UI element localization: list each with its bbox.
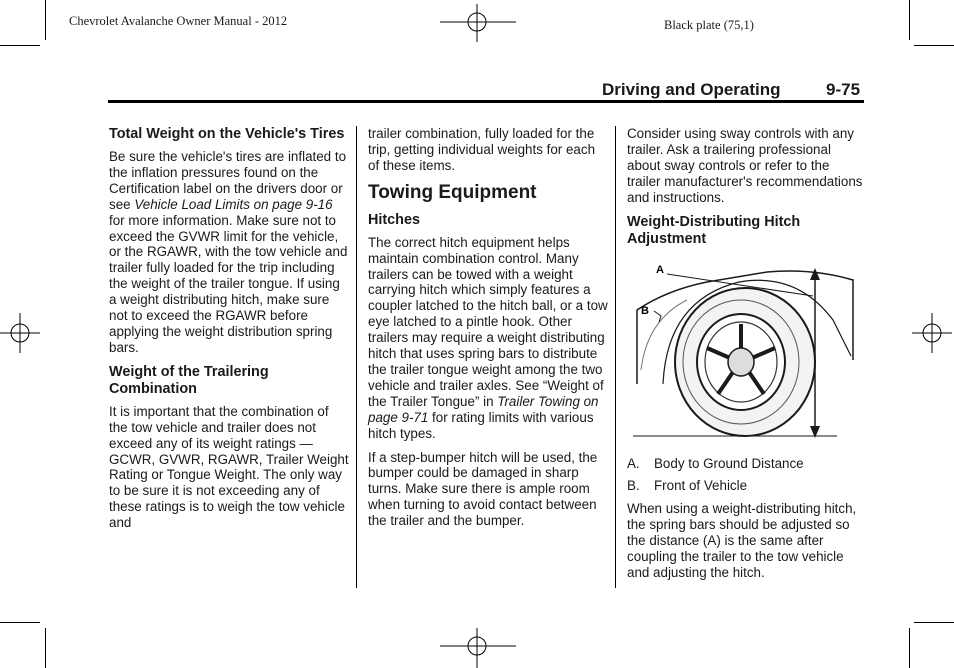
crop-mark <box>0 45 40 46</box>
heading-hitch-adjustment: Weight-Distributing Hitch Adjustment <box>627 213 801 247</box>
figure-label-b: B <box>641 304 649 317</box>
text: for more information. Make sure not to exceed the GVWR limit for the vehicle, or the RGAWR, with the tow vehicle and trailer fully loaded for the trip including the weight of the trailer tongue. If using a weight distributing hitch, make sure not to exceed the RGAWR before applying the weight distribution spring bars. <box>109 212 348 355</box>
registration-mark-left <box>0 313 40 353</box>
manual-title: Chevrolet Avalanche Owner Manual - 2012 <box>69 14 288 28</box>
crop-mark <box>0 622 40 623</box>
paragraph <box>109 149 349 356</box>
cross-reference-link[interactable]: Trailer Towing on page 9-71 <box>368 393 599 425</box>
paragraph: Consider using sway controls with any trailer. Ask a trailering professional about sway controls or refer to the trailer manufacturer's recommendations and instructions. <box>627 126 863 205</box>
hub <box>728 348 754 376</box>
section-title: Driving and Operating <box>602 80 781 99</box>
page-number: 9-75 <box>826 80 861 99</box>
heading-hitches: Hitches <box>368 211 420 228</box>
paragraph: It is important that the combination of the tow vehicle and trailer does not exceed any of its weight ratings — GCWR, GVWR, RGAWR, Trailer Weight Rating or Tongue Weight. The only way to be sure it is not exceeding any of these ratings is to weigh the tow vehicle and <box>109 403 349 531</box>
paragraph: When using a weight-distributing hitch, the spring bars should be adjusted so the distance (A) is the same after coupling the trailer to the tow vehicle and adjusting the hitch. <box>627 501 857 580</box>
paragraph <box>368 235 608 442</box>
text: The correct hitch equipment helps maintain combination control. Many trailers can be towed with a weight carrying hitch which simply features a coupler latched to the hitch ball, or a tow eye latched to a pintle hook. Other trailers may require a weight distributing hitch that uses spring bars to distribute the trailer tongue weight among the two vehicle and trailer axles. See “Weight of the Trailer Tongue” in <box>368 234 608 409</box>
column-1 <box>109 126 349 539</box>
column-divider <box>615 126 616 588</box>
registration-mark-right <box>912 313 952 353</box>
wheel-illustration <box>627 260 857 442</box>
column-2 <box>368 126 608 537</box>
column-3 <box>627 126 863 589</box>
legend-item <box>627 456 863 472</box>
crop-mark <box>909 628 910 668</box>
crop-mark <box>914 45 954 46</box>
registration-mark-top <box>440 4 516 42</box>
legend-key: B. <box>627 478 640 494</box>
text: for rating limits with various hitch types. <box>368 409 594 441</box>
legend-item <box>627 478 863 494</box>
heading-total-weight: Total Weight on the Vehicle's Tires <box>109 126 345 142</box>
column-divider <box>356 126 357 588</box>
text: Be sure the vehicle's tires are inflated to the inflation pressures found on the Certification label on the drivers door or see <box>109 149 347 212</box>
leader-line-b <box>654 311 661 322</box>
crop-mark <box>909 0 910 40</box>
paragraph: trailer combination, fully loaded for the trip, getting individual weights for each of these items. <box>368 126 596 173</box>
figure-label-a: A <box>656 263 664 276</box>
arrow-up-icon <box>810 268 820 280</box>
crop-mark <box>914 622 954 623</box>
header-rule <box>108 100 864 103</box>
legend-text: Body to Ground Distance <box>654 455 804 471</box>
legend-text: Front of Vehicle <box>654 478 748 494</box>
paragraph: If a step-bumper hitch will be used, the bumper could be damaged in sharp turns. Make sure there is ample room when turning to avoid contact between the trailer and the bumper. <box>368 449 598 529</box>
heading-trailering-combination: Weight of the Trailering Combination <box>109 363 269 397</box>
crop-mark <box>45 0 46 40</box>
registration-mark-bottom <box>440 628 516 668</box>
crop-mark <box>45 628 46 668</box>
cross-reference-link[interactable]: Vehicle Load Limits on page 9-16 <box>134 196 333 212</box>
heading-towing-equipment: Towing Equipment <box>368 181 537 203</box>
legend-key: A. <box>627 455 640 471</box>
plate-label: Black plate (75,1) <box>664 18 754 32</box>
